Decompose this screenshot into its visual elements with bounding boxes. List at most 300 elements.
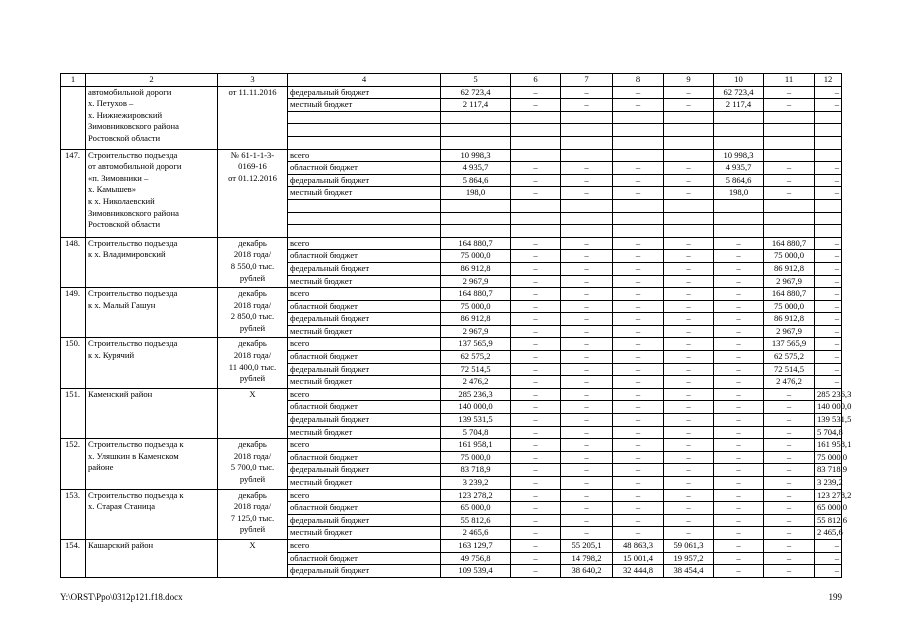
- funding-source: местный бюджет: [288, 275, 441, 288]
- year-amount: –: [664, 250, 714, 263]
- year-amount: –: [613, 187, 664, 200]
- year-amount: –: [561, 99, 613, 112]
- year-amount: –: [764, 527, 815, 540]
- empty-cell: [561, 212, 613, 225]
- year-amount: –: [815, 300, 842, 313]
- year-amount: –: [815, 376, 842, 389]
- total-amount: 5 704,8: [441, 426, 511, 439]
- year-amount: –: [561, 401, 613, 414]
- year-amount: –: [815, 86, 842, 99]
- empty-cell: [764, 124, 815, 137]
- year-amount: 164 880,7: [764, 288, 815, 301]
- year-amount: –: [561, 502, 613, 515]
- year-amount: –: [815, 262, 842, 275]
- year-amount: 72 514,5: [764, 363, 815, 376]
- year-amount: –: [714, 439, 764, 452]
- table-row: [61, 439, 842, 452]
- year-amount: –: [511, 376, 561, 389]
- empty-cell: [764, 225, 815, 238]
- year-amount: –: [815, 99, 842, 112]
- year-amount: 32 444,8: [613, 565, 664, 578]
- year-amount: –: [714, 401, 764, 414]
- year-amount: –: [664, 477, 714, 490]
- year-amount: –: [714, 489, 764, 502]
- year-amount: –: [714, 325, 764, 338]
- document-info: декабрь 2018 года/ 7 125,0 тыс. рублей: [218, 489, 288, 539]
- year-amount: –: [561, 451, 613, 464]
- year-amount: –: [714, 565, 764, 578]
- document-info: № 61-1-1-3- 0169-16 от 01.12.2016: [218, 149, 288, 237]
- year-amount: –: [613, 162, 664, 175]
- row-number: 150.: [61, 338, 86, 388]
- funding-source: федеральный бюджет: [288, 565, 441, 578]
- year-amount: –: [613, 237, 664, 250]
- funding-source: местный бюджет: [288, 426, 441, 439]
- empty-cell: [288, 111, 441, 124]
- total-amount: 86 912,8: [441, 262, 511, 275]
- year-amount: –: [664, 237, 714, 250]
- year-amount: –: [664, 502, 714, 515]
- year-amount: –: [714, 313, 764, 326]
- year-amount: –: [613, 527, 664, 540]
- total-amount: 75 000,0: [441, 250, 511, 263]
- column-number-header: 9: [664, 74, 714, 87]
- table-row: [61, 288, 842, 301]
- empty-cell: [664, 199, 714, 212]
- year-amount: –: [664, 464, 714, 477]
- funding-source: областной бюджет: [288, 351, 441, 364]
- year-amount: –: [714, 552, 764, 565]
- funding-source: местный бюджет: [288, 376, 441, 389]
- year-amount: –: [561, 86, 613, 99]
- funding-source: всего: [288, 149, 441, 162]
- funding-source: областной бюджет: [288, 451, 441, 464]
- year-amount: –: [764, 99, 815, 112]
- year-amount: –: [714, 338, 764, 351]
- year-amount: –: [613, 174, 664, 187]
- column-number-header: 1: [61, 74, 86, 87]
- year-amount: –: [511, 300, 561, 313]
- budget-table: [60, 73, 852, 578]
- empty-cell: [664, 111, 714, 124]
- year-amount: –: [664, 439, 714, 452]
- total-amount: 2 117,4: [441, 99, 511, 112]
- funding-source: федеральный бюджет: [288, 313, 441, 326]
- year-amount: –: [511, 514, 561, 527]
- year-amount: –: [714, 388, 764, 401]
- year-amount: –: [764, 565, 815, 578]
- year-amount: –: [511, 489, 561, 502]
- year-amount: 65 000,0: [815, 502, 842, 515]
- total-amount: 3 239,2: [441, 477, 511, 490]
- year-amount: –: [764, 451, 815, 464]
- empty-cell: [561, 225, 613, 238]
- empty-cell: [288, 212, 441, 225]
- empty-cell: [441, 136, 511, 149]
- year-amount: –: [764, 502, 815, 515]
- document-info: Х: [218, 388, 288, 438]
- funding-source: всего: [288, 539, 441, 552]
- year-amount: –: [561, 237, 613, 250]
- row-number: 151.: [61, 388, 86, 438]
- year-amount: –: [511, 325, 561, 338]
- year-amount: –: [613, 325, 664, 338]
- total-amount: 62 723,4: [441, 86, 511, 99]
- year-amount: 55 205,1: [561, 539, 613, 552]
- year-amount: –: [714, 451, 764, 464]
- funding-source: федеральный бюджет: [288, 86, 441, 99]
- year-amount: –: [664, 388, 714, 401]
- year-amount: –: [664, 514, 714, 527]
- year-amount: –: [561, 174, 613, 187]
- year-amount: –: [613, 451, 664, 464]
- year-amount: –: [511, 464, 561, 477]
- year-amount: 75 000,0: [764, 250, 815, 263]
- year-amount: –: [613, 300, 664, 313]
- year-amount: [511, 149, 561, 162]
- footer-file-path: Y:\ORST\Ppo\0312p121.f18.docx: [60, 592, 183, 602]
- year-amount: 62 575,2: [764, 351, 815, 364]
- year-amount: –: [664, 262, 714, 275]
- year-amount: –: [664, 376, 714, 389]
- year-amount: –: [815, 363, 842, 376]
- year-amount: –: [764, 174, 815, 187]
- total-amount: 2 476,2: [441, 376, 511, 389]
- column-number-header: 7: [561, 74, 613, 87]
- empty-cell: [561, 136, 613, 149]
- year-amount: –: [613, 376, 664, 389]
- year-amount: –: [511, 527, 561, 540]
- object-name: Каменский район: [86, 388, 218, 438]
- year-amount: –: [561, 250, 613, 263]
- empty-cell: [664, 124, 714, 137]
- year-amount: –: [714, 351, 764, 364]
- year-amount: 2 117,4: [714, 99, 764, 112]
- funding-source: местный бюджет: [288, 477, 441, 490]
- year-amount: –: [613, 414, 664, 427]
- year-amount: –: [613, 502, 664, 515]
- year-amount: –: [613, 338, 664, 351]
- total-amount: 163 129,7: [441, 539, 511, 552]
- total-amount: 2 967,9: [441, 325, 511, 338]
- year-amount: –: [511, 351, 561, 364]
- year-amount: –: [815, 237, 842, 250]
- total-amount: 72 514,5: [441, 363, 511, 376]
- year-amount: –: [561, 439, 613, 452]
- year-amount: –: [714, 262, 764, 275]
- year-amount: –: [664, 401, 714, 414]
- year-amount: 140 000,0: [815, 401, 842, 414]
- year-amount: –: [561, 325, 613, 338]
- column-number-header: 3: [218, 74, 288, 87]
- year-amount: –: [714, 300, 764, 313]
- year-amount: –: [664, 187, 714, 200]
- year-amount: –: [561, 388, 613, 401]
- year-amount: –: [664, 288, 714, 301]
- empty-cell: [764, 136, 815, 149]
- year-amount: –: [664, 489, 714, 502]
- empty-cell: [613, 212, 664, 225]
- year-amount: –: [511, 313, 561, 326]
- year-amount: –: [714, 414, 764, 427]
- year-amount: –: [815, 275, 842, 288]
- table-row: [61, 338, 842, 351]
- year-amount: 2 476,2: [764, 376, 815, 389]
- year-amount: –: [613, 426, 664, 439]
- year-amount: –: [561, 477, 613, 490]
- row-number: [61, 86, 86, 149]
- funding-source: областной бюджет: [288, 401, 441, 414]
- year-amount: –: [664, 363, 714, 376]
- empty-cell: [714, 124, 764, 137]
- total-amount: 4 935,7: [441, 162, 511, 175]
- funding-source: местный бюджет: [288, 527, 441, 540]
- empty-cell: [441, 225, 511, 238]
- year-amount: –: [815, 539, 842, 552]
- empty-cell: [714, 225, 764, 238]
- empty-cell: [815, 212, 842, 225]
- year-amount: –: [714, 477, 764, 490]
- year-amount: 3 239,2: [815, 477, 842, 490]
- table-row: [61, 237, 842, 250]
- year-amount: –: [764, 426, 815, 439]
- total-amount: 285 236,3: [441, 388, 511, 401]
- year-amount: 15 001,4: [613, 552, 664, 565]
- year-amount: 86 912,8: [764, 313, 815, 326]
- funding-source: всего: [288, 338, 441, 351]
- empty-cell: [764, 199, 815, 212]
- object-name: Строительство подъезда от автомобильной дороги «п. Зимовники – х. Камышев» к х. Николаевский Зимовниковского района Ростовской области: [86, 149, 218, 237]
- row-number: 154.: [61, 539, 86, 577]
- year-amount: –: [613, 313, 664, 326]
- year-amount: –: [561, 275, 613, 288]
- year-amount: –: [664, 162, 714, 175]
- year-amount: –: [764, 439, 815, 452]
- funding-source: всего: [288, 237, 441, 250]
- empty-cell: [511, 111, 561, 124]
- year-amount: [815, 149, 842, 162]
- year-amount: –: [511, 187, 561, 200]
- year-amount: –: [764, 86, 815, 99]
- year-amount: –: [511, 414, 561, 427]
- year-amount: –: [613, 388, 664, 401]
- year-amount: [613, 149, 664, 162]
- empty-cell: [561, 111, 613, 124]
- year-amount: –: [511, 477, 561, 490]
- year-amount: –: [664, 338, 714, 351]
- year-amount: –: [764, 388, 815, 401]
- funding-source: местный бюджет: [288, 99, 441, 112]
- empty-cell: [815, 136, 842, 149]
- year-amount: –: [613, 363, 664, 376]
- year-amount: –: [561, 162, 613, 175]
- year-amount: 14 798,2: [561, 552, 613, 565]
- year-amount: 5 864,6: [714, 174, 764, 187]
- year-amount: –: [511, 439, 561, 452]
- year-amount: 86 912,8: [764, 262, 815, 275]
- empty-cell: [613, 199, 664, 212]
- total-amount: 65 000,0: [441, 502, 511, 515]
- object-name: Кашарский район: [86, 539, 218, 577]
- year-amount: –: [511, 451, 561, 464]
- table-row: [61, 388, 842, 401]
- empty-cell: [764, 111, 815, 124]
- funding-source: всего: [288, 288, 441, 301]
- table-body: [61, 74, 852, 578]
- year-amount: –: [613, 99, 664, 112]
- year-amount: 5 704,8: [815, 426, 842, 439]
- funding-source: местный бюджет: [288, 187, 441, 200]
- year-amount: –: [764, 401, 815, 414]
- empty-cell: [714, 136, 764, 149]
- year-amount: –: [561, 414, 613, 427]
- year-amount: –: [714, 250, 764, 263]
- document-info: декабрь 2018 года/ 11 400,0 тыс. рублей: [218, 338, 288, 388]
- document-info: декабрь 2018 года/ 2 850,0 тыс. рублей: [218, 288, 288, 338]
- year-amount: –: [815, 162, 842, 175]
- year-amount: 83 718,9: [815, 464, 842, 477]
- year-amount: 139 531,5: [815, 414, 842, 427]
- year-amount: 198,0: [714, 187, 764, 200]
- year-amount: –: [815, 351, 842, 364]
- year-amount: –: [613, 477, 664, 490]
- year-amount: –: [664, 313, 714, 326]
- row-number: 149.: [61, 288, 86, 338]
- empty-cell: [613, 136, 664, 149]
- year-amount: –: [561, 288, 613, 301]
- year-amount: –: [764, 187, 815, 200]
- year-amount: –: [664, 414, 714, 427]
- year-amount: 10 998,3: [714, 149, 764, 162]
- total-amount: 2 967,9: [441, 275, 511, 288]
- empty-cell: [288, 124, 441, 137]
- funding-source: областной бюджет: [288, 162, 441, 175]
- empty-cell: [511, 212, 561, 225]
- empty-cell: [714, 199, 764, 212]
- year-amount: –: [561, 489, 613, 502]
- total-amount: 164 880,7: [441, 237, 511, 250]
- year-amount: 38 454,4: [664, 565, 714, 578]
- object-name: автомобильной дороги х. Петухов – х. Нижнежировский Зимовниковского района Ростовской области: [86, 86, 218, 149]
- year-amount: 2 967,9: [764, 325, 815, 338]
- total-amount: 161 958,1: [441, 439, 511, 452]
- year-amount: –: [613, 86, 664, 99]
- year-amount: –: [714, 464, 764, 477]
- year-amount: –: [664, 451, 714, 464]
- empty-cell: [288, 136, 441, 149]
- year-amount: –: [511, 250, 561, 263]
- year-amount: –: [561, 351, 613, 364]
- column-number-header: 12: [815, 74, 842, 87]
- total-amount: 164 880,7: [441, 288, 511, 301]
- year-amount: 55 812,6: [815, 514, 842, 527]
- total-amount: 137 565,9: [441, 338, 511, 351]
- column-number-header: 5: [441, 74, 511, 87]
- year-amount: 285 236,3: [815, 388, 842, 401]
- funding-source: областной бюджет: [288, 552, 441, 565]
- year-amount: –: [714, 514, 764, 527]
- empty-cell: [664, 225, 714, 238]
- year-amount: –: [613, 262, 664, 275]
- year-amount: 123 278,2: [815, 489, 842, 502]
- year-amount: –: [714, 539, 764, 552]
- year-amount: –: [714, 363, 764, 376]
- year-amount: –: [613, 401, 664, 414]
- year-amount: –: [815, 325, 842, 338]
- year-amount: –: [511, 338, 561, 351]
- year-amount: –: [714, 275, 764, 288]
- total-amount: 62 575,2: [441, 351, 511, 364]
- year-amount: –: [511, 502, 561, 515]
- row-number: 152.: [61, 439, 86, 489]
- column-number-header: 11: [764, 74, 815, 87]
- year-amount: –: [613, 351, 664, 364]
- row-number: 153.: [61, 489, 86, 539]
- year-amount: –: [511, 174, 561, 187]
- year-amount: –: [511, 565, 561, 578]
- total-amount: 109 539,4: [441, 565, 511, 578]
- funding-source: областной бюджет: [288, 250, 441, 263]
- row-number: 148.: [61, 237, 86, 287]
- funding-source: федеральный бюджет: [288, 464, 441, 477]
- year-amount: 164 880,7: [764, 237, 815, 250]
- year-amount: 38 640,2: [561, 565, 613, 578]
- empty-cell: [288, 199, 441, 212]
- empty-cell: [561, 124, 613, 137]
- total-amount: 2 465,6: [441, 527, 511, 540]
- year-amount: [764, 149, 815, 162]
- year-amount: –: [664, 351, 714, 364]
- year-amount: –: [815, 338, 842, 351]
- year-amount: –: [714, 237, 764, 250]
- year-amount: 75 000,0: [764, 300, 815, 313]
- table-row: [61, 539, 842, 552]
- year-amount: 137 565,9: [764, 338, 815, 351]
- year-amount: –: [511, 552, 561, 565]
- empty-cell: [613, 111, 664, 124]
- document-info: от 11.11.2016: [218, 86, 288, 149]
- funding-source: всего: [288, 489, 441, 502]
- year-amount: –: [714, 288, 764, 301]
- column-number-header: 2: [86, 74, 218, 87]
- empty-cell: [613, 124, 664, 137]
- year-amount: –: [613, 514, 664, 527]
- year-amount: –: [511, 262, 561, 275]
- year-amount: –: [561, 426, 613, 439]
- empty-cell: [511, 225, 561, 238]
- year-amount: –: [561, 527, 613, 540]
- year-amount: [664, 149, 714, 162]
- year-amount: –: [815, 565, 842, 578]
- year-amount: 2 967,9: [764, 275, 815, 288]
- year-amount: –: [764, 514, 815, 527]
- year-amount: –: [815, 250, 842, 263]
- year-amount: –: [511, 237, 561, 250]
- year-amount: –: [764, 552, 815, 565]
- year-amount: –: [561, 338, 613, 351]
- empty-cell: [714, 111, 764, 124]
- year-amount: –: [561, 376, 613, 389]
- empty-cell: [441, 124, 511, 137]
- year-amount: –: [664, 86, 714, 99]
- year-amount: –: [664, 99, 714, 112]
- total-amount: 10 998,3: [441, 149, 511, 162]
- funding-source: федеральный бюджет: [288, 174, 441, 187]
- year-amount: –: [815, 174, 842, 187]
- empty-cell: [664, 136, 714, 149]
- year-amount: –: [511, 388, 561, 401]
- year-amount: –: [764, 489, 815, 502]
